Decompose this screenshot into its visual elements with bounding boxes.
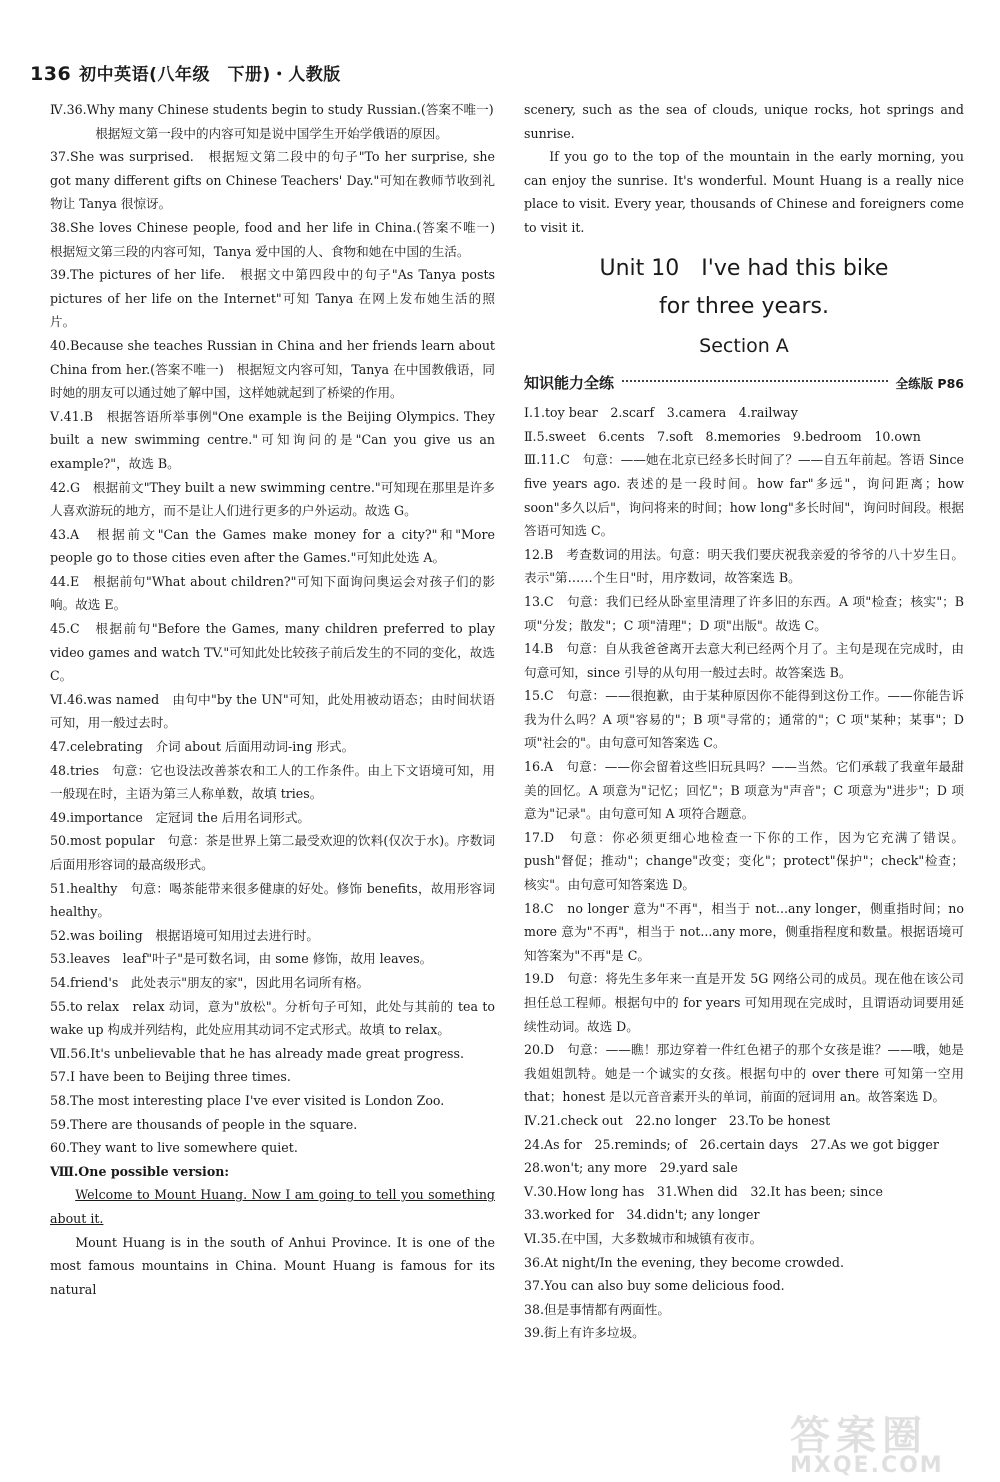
answer-paragraph: 19.D 句意：将先生多年来一直是开发 5G 网络公司的成员。现在他在该公司担任总工程师。根据句中的 for years 可知用现在完成时，且谓语动词要用延续性动词。故选 D。 xyxy=(524,971,964,1034)
answer-paragraph: 39.街上有许多垃圾。 xyxy=(524,1325,645,1341)
answer-paragraph: 59.There are thousands of people in the square. xyxy=(50,1116,358,1132)
answer-paragraph: 43.A 根据前文"Can the Games make money for a city?"和"More people go to those cities even after the Games."可知此处选 A。 xyxy=(50,526,495,566)
answer-paragraph: Ⅲ.11.C 句意：——她在北京已经多长时间了？——自五年前起。答语 Since five years ago. 表述的是一段时间。how far"多远"，询问距离；how soon"多久以后"，询问将来的时间；how long"多长时间"，询问时间段。根据答语可知选 C。 xyxy=(524,452,964,539)
answer-paragraph: 33.worked for 34.didn't; any longer xyxy=(524,1207,760,1223)
right-column xyxy=(524,98,964,1345)
answer-paragraph: 12.B 考查数词的用法。句意：明天我们要庆祝我亲爱的爷爷的八十岁生日。表示"第……个生日"时，用序数词，故答案选 B。 xyxy=(524,546,964,586)
answer-paragraph: 17.D 句意：你必须更细心地检查一下你的工作，因为它充满了错误。push"督促；推动"；change"改变；变化"；protect"保护"；check"检查；核实"。由句意可知答案选 D。 xyxy=(524,829,964,893)
answer-paragraph: 48.tries 句意：它也设法改善茶农和工人的工作条件。由上下文语境可知，用一般现在时，主语为第三人称单数，故填 tries。 xyxy=(50,762,495,802)
banner-page-ref: 全练版 P86 xyxy=(895,375,964,391)
right-answers-block xyxy=(524,401,964,1345)
unit-title-line2: for three years. xyxy=(659,293,829,319)
unit-title-line1: Unit 10 I've had this bike xyxy=(599,255,889,281)
answer-paragraph: 14.B 句意：自从我爸爸离开去意大利已经两个月了。主句是现在完成时，由句意可知，since 引导的从句用一般过去时。故答案选 B。 xyxy=(524,641,964,680)
answer-paragraph: Ⅴ.30.How long has 31.When did 32.It has been; since xyxy=(524,1183,883,1199)
book-title: 初中英语(八年级 下册)・人教版 xyxy=(79,65,341,85)
answer-paragraph: Ⅴ.41.B 根据答语所举事例"One example is the Beijing Olympics. They built a new swimming centre."可知询问的是"Can you give us an example?"，故选 B。 xyxy=(50,408,495,471)
answer-paragraph: 49.importance 定冠词 the 后用名词形式。 xyxy=(50,809,311,825)
section-banner xyxy=(524,372,964,396)
watermark-line1: 答案圈 xyxy=(790,1413,928,1459)
answer-paragraph: 58.The most interesting place I've ever visited is London Zoo. xyxy=(50,1092,445,1108)
unit-title xyxy=(524,250,964,326)
answer-paragraph: 15.C 句意：——很抱歉，由于某种原因你不能得到这份工作。——你能告诉我为什么吗？A 项"容易的"；B 项"寻常的；通常的"；C 项"某种；某事"；D 项"社会的"。由句意可知答案选 C。 xyxy=(524,688,964,751)
answer-paragraph: Welcome to Mount Huang. Now I am going to tell you something about it. xyxy=(50,1187,495,1226)
answer-paragraph: Ⅵ.46.was named 由句中"by the UN"可知，此处用被动语态；由时间状语可知，用一般过去时。 xyxy=(50,691,495,731)
answer-paragraph: Ⅷ.One possible version: xyxy=(50,1163,230,1179)
answer-paragraph: 16.A 句意：——你会留着这些旧玩具吗？——当然。它们承载了我童年最甜美的回忆。A 项意为"记忆；回忆"；B 项意为"声音"；C 项意为"进步"；D 项意为"记录"。由句意可知 A 项符合题意。 xyxy=(524,759,964,822)
answer-paragraph: 28.won't; any more 29.yard sale xyxy=(524,1160,738,1176)
banner-label: 知识能力全练 xyxy=(524,373,615,392)
answer-paragraph: Ⅳ.36.Why many Chinese students begin to study Russian.(答案不唯一) xyxy=(50,102,494,117)
answer-paragraph: 53.leaves leaf"叶子"是可数名词，由 some 修饰，故用 leaves。 xyxy=(50,951,433,967)
banner-dotted-rule xyxy=(622,380,888,382)
answer-paragraph: 54.friend's 此处表示"朋友的家"，因此用名词所有格。 xyxy=(50,974,370,990)
answer-paragraph: 18.C no longer 意为"不再"，相当于 not...any longer，侧重指时间；no more 意为"不再"，相当于 not...any more，侧重指程度和数量。根据语境可知答案为"不再"是 C。 xyxy=(524,900,964,963)
page-header xyxy=(30,60,341,85)
watermark-logo xyxy=(790,1404,980,1478)
answer-paragraph: 50.most popular 句意：茶是世界上第二最受欢迎的饮料(仅次于水)。序数词后面用形容词的最高级形式。 xyxy=(50,833,495,872)
answer-paragraph: 36.At night/In the evening, they become crowded. xyxy=(524,1254,844,1270)
answer-paragraph: 40.Because she teaches Russian in China and her friends learn about China from her.(答案不唯一) 根据短文内容可知，Tanya 在中国教俄语，同时她的朋友可以通过她了解中国，这样她就起到了桥梁的作用。 xyxy=(50,337,495,401)
answer-paragraph: Ⅵ.35.在中国，大多数城市和城镇有夜市。 xyxy=(524,1230,763,1246)
answer-paragraph: Mount Huang is in the south of Anhui Province. It is one of the most famous mountains in China. Mount Huang is famous for its natural xyxy=(50,1234,495,1297)
answer-paragraph: If you go to the top of the mountain in the early morning, you can enjoy the sunrise. It's wonderful. Mount Huang is a really nice place to visit. Every year, thousands of Chinese and foreigners come to visit it. xyxy=(524,149,964,235)
answer-paragraph: 39.The pictures of her life. 根据文中第四段中的句子"As Tanya posts pictures of her life on the Internet"可知 Tanya 在网上发布她生活的照片。 xyxy=(50,267,495,330)
watermark-line2: MXQE.COM xyxy=(790,1453,944,1478)
answer-paragraph: 44.E 根据前句"What about children?"可知下面询问奥运会对孩子们的影响。故选 E。 xyxy=(50,573,495,613)
answer-paragraph: 57.I have been to Beijing three times. xyxy=(50,1069,291,1085)
answer-paragraph: 51.healthy 句意：喝茶能带来很多健康的好处。修饰 benefits，故用形容词 healthy。 xyxy=(50,880,495,920)
answer-paragraph: 60.They want to live somewhere quiet. xyxy=(50,1140,298,1156)
answer-paragraph: 55.to relax relax 动词，意为"放松"。分析句子可知，此处与其前的 tea to wake up 构成并列结构，此处应用其动词不定式形式。故填 to relax。 xyxy=(50,998,495,1038)
right-top-block xyxy=(524,98,964,240)
answer-paragraph: 24.As for 25.reminds; of 26.certain days 27.As we got bigger xyxy=(524,1136,939,1152)
answer-paragraph: Ⅳ.21.check out 22.no longer 23.To be honest xyxy=(524,1112,831,1128)
answer-paragraph: 45.C 根据前句"Before the Games, many children preferred to play video games and watch TV."可知此处比较孩子前后发生的不同的变化，故选 C。 xyxy=(50,621,495,684)
answer-paragraph: 20.D 句意：——瞧！那边穿着一件红色裙子的那个女孩是谁？——哦，她是我姐姐凯特。她是一个诚实的女孩。根据句中的 over there 可知第一空用 that；honest 是以元音音素开头的单词，前面的冠词用 an。故答案选 D。 xyxy=(524,1042,964,1105)
answer-paragraph: 根据短文第一段中的内容可知是说中国学生开始学俄语的原因。 xyxy=(95,125,448,141)
answer-paragraph: 37.She was surprised. 根据短文第二段中的句子"To her surprise, she got many different gifts on Chinese Teachers' Day."可知在教师节收到礼物让 Tanya 很惊讶。 xyxy=(50,149,495,212)
answer-paragraph: 37.You can also buy some delicious food. xyxy=(524,1278,785,1294)
answer-paragraph: 38.She loves Chinese people, food and her life in China.(答案不唯一) 根据短文第三段的内容可知，Tanya 爱中国的人、食物和她在中国的生活。 xyxy=(50,219,508,259)
answer-paragraph: 47.celebrating 介词 about 后面用动词-ing 形式。 xyxy=(50,739,355,755)
answer-paragraph: 13.C 句意：我们已经从卧室里清理了许多旧的东西。A 项"检查；核实"；B 项"分发；散发"；C 项"清理"；D 项"出版"。故选 C。 xyxy=(524,593,964,633)
left-column xyxy=(50,98,508,1301)
answer-paragraph: scenery, such as the sea of clouds, unique rocks, hot springs and sunrise. xyxy=(524,102,964,141)
answer-paragraph: 52.was boiling 根据语境可知用过去进行时。 xyxy=(50,927,319,943)
answer-paragraph: Ⅱ.5.sweet 6.cents 7.soft 8.memories 9.bedroom 10.own xyxy=(524,428,921,444)
answer-paragraph: Ⅶ.56.It's unbelievable that he has already made great progress. xyxy=(50,1045,464,1061)
answer-paragraph: Ⅰ.1.toy bear 2.scarf 3.camera 4.railway xyxy=(524,405,798,421)
answer-paragraph: 38.但是事情都有两面性。 xyxy=(524,1301,670,1317)
page-number: 136 xyxy=(30,63,72,85)
answer-paragraph: 42.G 根据前文"They built a new swimming centre."可知现在那里是许多人喜欢游玩的地方，而不是让人们进行更多的户外运动。故选 G。 xyxy=(50,479,495,519)
section-title: Section A xyxy=(699,334,789,357)
